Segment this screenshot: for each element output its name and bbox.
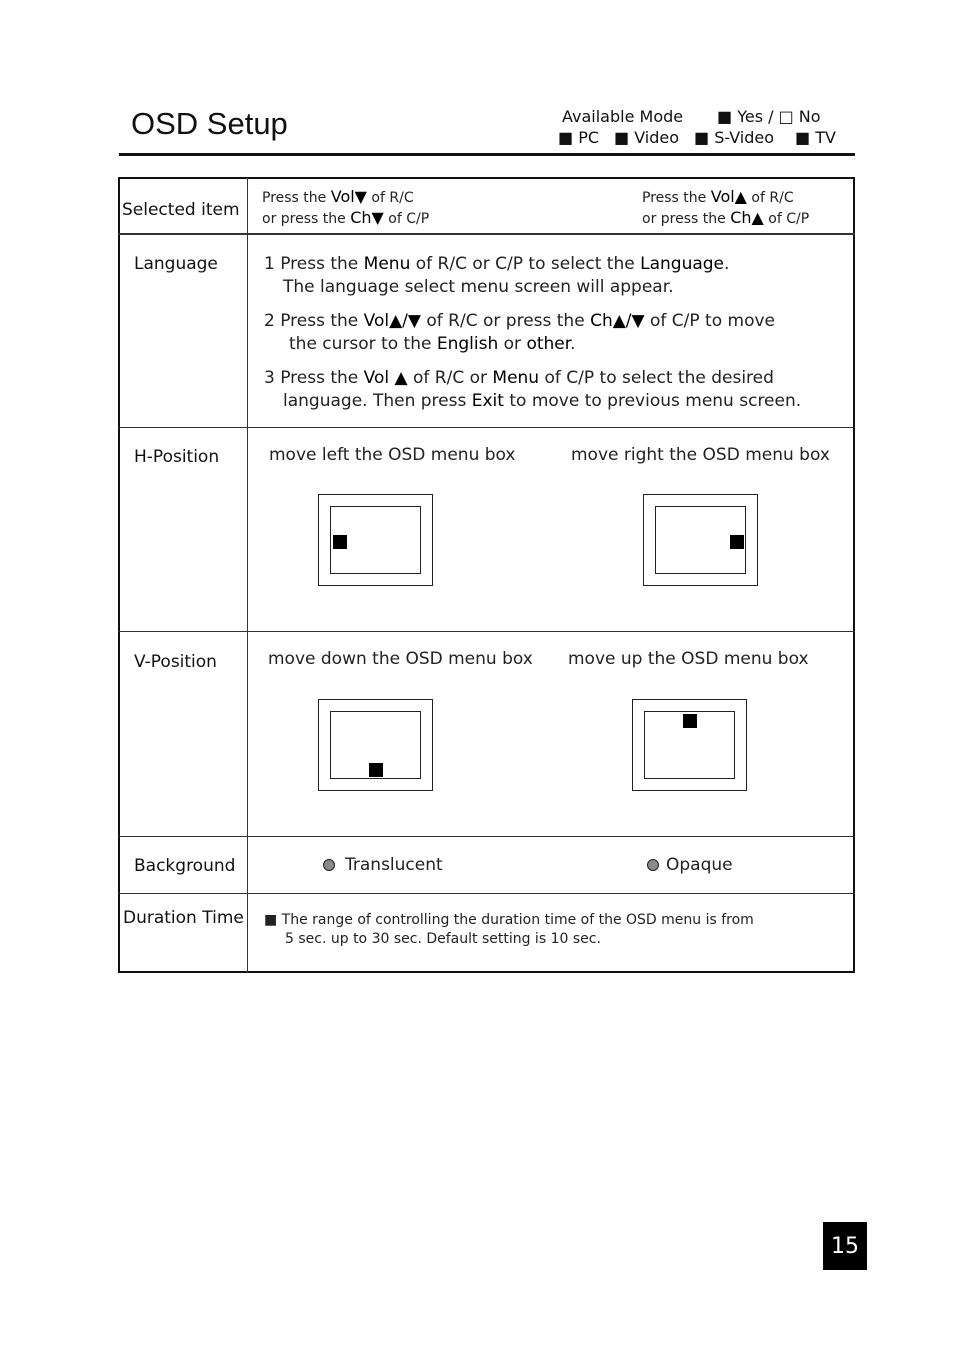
osd-marker-top — [683, 714, 697, 728]
osd-marker-right — [730, 535, 744, 549]
translucent-option: Translucent — [345, 855, 443, 875]
v-position-label: V-Position — [134, 652, 217, 672]
row-divider — [118, 893, 855, 894]
duration-text-line2: 5 sec. up to 30 sec. Default setting is 10 sec. — [285, 931, 601, 947]
v-right-caption: move up the OSD menu box — [568, 649, 809, 669]
language-step3: 3 Press the Vol ▲ of R/C or Menu of C/P to select the desired — [264, 368, 774, 388]
language-step2: 2 Press the Vol▲/▼ of R/C or press the Ch▲/▼ of C/P to move — [264, 311, 776, 331]
mode-video: ■ Video — [614, 128, 680, 147]
row-divider — [118, 427, 855, 428]
available-mode-label: Available Mode — [562, 107, 684, 126]
osd-marker-left — [333, 535, 347, 549]
opaque-option: Opaque — [666, 855, 733, 875]
background-label: Background — [134, 856, 236, 876]
language-step3-line2: language. Then press Exit to move to previous menu screen. — [283, 391, 802, 411]
h-right-caption: move right the OSD menu box — [571, 445, 830, 465]
mode-s-video: ■ S-Video — [694, 128, 775, 147]
osd-marker-bottom — [369, 763, 383, 777]
header-right-line1: Press the Vol▲ of R/C — [642, 187, 794, 206]
language-label: Language — [134, 254, 218, 274]
column-divider — [247, 177, 248, 973]
osd-setup-table — [118, 177, 855, 973]
v-up-diagram — [632, 699, 747, 791]
selected-item-header: Selected item — [122, 200, 240, 220]
h-position-label: H-Position — [134, 447, 220, 467]
mode-legend: ■ Yes / □ No — [717, 107, 821, 126]
duration-label: Duration Time — [123, 908, 244, 928]
row-divider — [118, 836, 855, 837]
language-step1: 1 Press the Menu of R/C or C/P to select the Language. — [264, 254, 730, 274]
header-divider — [118, 233, 855, 235]
row-divider — [118, 631, 855, 632]
language-step2-line2: the cursor to the English or other. — [289, 334, 576, 354]
mode-pc: ■ PC — [558, 128, 600, 147]
header-left-line2: or press the Ch▼ of C/P — [262, 208, 430, 227]
header-right-line2: or press the Ch▲ of C/P — [642, 208, 810, 227]
title-rule — [119, 153, 855, 156]
h-left-caption: move left the OSD menu box — [269, 445, 516, 465]
v-left-caption: move down the OSD menu box — [268, 649, 533, 669]
mode-tv: ■ TV — [795, 128, 836, 147]
v-down-diagram — [318, 699, 433, 791]
page-number: 15 — [823, 1222, 867, 1270]
header-left-line1: Press the Vol▼ of R/C — [262, 187, 414, 206]
language-step1-line2: The language select menu screen will appear. — [283, 277, 674, 297]
page-title: OSD Setup — [131, 106, 288, 141]
translucent-radio-icon — [323, 859, 335, 871]
h-left-diagram — [318, 494, 433, 586]
opaque-radio-icon — [647, 859, 659, 871]
h-right-diagram — [643, 494, 758, 586]
duration-text-line1: ■ The range of controlling the duration time of the OSD menu is from — [264, 912, 754, 928]
